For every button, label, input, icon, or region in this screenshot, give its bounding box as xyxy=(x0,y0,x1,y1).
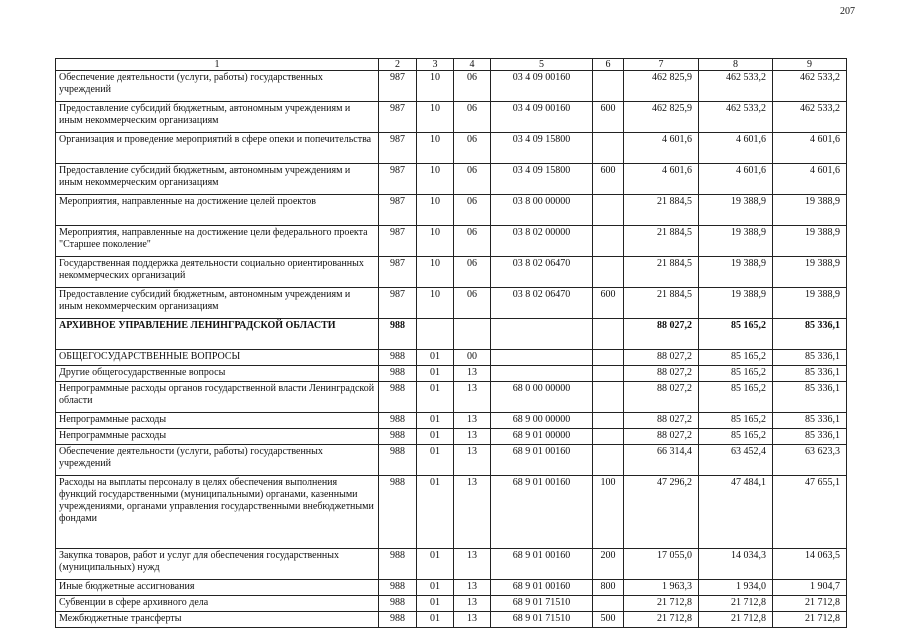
cell-amount-year3: 21 712,8 xyxy=(773,612,847,628)
cell-subsection: 06 xyxy=(454,288,491,319)
page-number: 207 xyxy=(840,6,855,17)
cell-subsection: 00 xyxy=(454,350,491,366)
header-cell: 6 xyxy=(593,59,624,71)
cell-amount-year1: 462 825,9 xyxy=(624,71,699,102)
table-row xyxy=(56,596,847,612)
cell-ministry-code: 987 xyxy=(379,133,417,164)
cell-amount-year2: 1 934,0 xyxy=(699,580,773,596)
cell-section: 01 xyxy=(417,429,454,445)
cell-subsection: 13 xyxy=(454,445,491,476)
table-row xyxy=(56,366,847,382)
header-cell: 9 xyxy=(773,59,847,71)
cell-section: 01 xyxy=(417,476,454,549)
cell-amount-year1: 21 884,5 xyxy=(624,257,699,288)
cell-amount-year1: 21 884,5 xyxy=(624,226,699,257)
cell-target-article: 68 9 00 00000 xyxy=(491,413,593,429)
cell-subsection: 13 xyxy=(454,580,491,596)
cell-amount-year2: 63 452,4 xyxy=(699,445,773,476)
cell-amount-year3: 19 388,9 xyxy=(773,288,847,319)
cell-ministry-code: 987 xyxy=(379,257,417,288)
cell-target-article: 03 8 02 06470 xyxy=(491,257,593,288)
cell-amount-year3: 1 904,7 xyxy=(773,580,847,596)
cell-target-article: 03 4 09 15800 xyxy=(491,164,593,195)
cell-ministry-code: 988 xyxy=(379,445,417,476)
cell-amount-year2: 4 601,6 xyxy=(699,164,773,195)
cell-ministry-code: 988 xyxy=(379,382,417,413)
cell-name: АРХИВНОЕ УПРАВЛЕНИЕ ЛЕНИНГРАДСКОЙ ОБЛАСТИ xyxy=(56,319,379,350)
cell-target-article: 03 4 09 15800 xyxy=(491,133,593,164)
cell-target-article: 03 8 02 00000 xyxy=(491,226,593,257)
cell-amount-year2: 85 165,2 xyxy=(699,350,773,366)
cell-subsection: 06 xyxy=(454,102,491,133)
cell-section: 10 xyxy=(417,133,454,164)
cell-expense-type xyxy=(593,226,624,257)
table-row xyxy=(56,549,847,580)
header-cell: 8 xyxy=(699,59,773,71)
cell-amount-year3: 63 623,3 xyxy=(773,445,847,476)
table-row xyxy=(56,382,847,413)
cell-expense-type xyxy=(593,413,624,429)
cell-subsection: 13 xyxy=(454,366,491,382)
cell-amount-year1: 88 027,2 xyxy=(624,366,699,382)
cell-ministry-code: 988 xyxy=(379,366,417,382)
cell-ministry-code: 988 xyxy=(379,429,417,445)
cell-target-article: 68 9 01 00160 xyxy=(491,549,593,580)
cell-subsection: 06 xyxy=(454,133,491,164)
cell-amount-year3: 462 533,2 xyxy=(773,71,847,102)
cell-section: 10 xyxy=(417,195,454,226)
cell-amount-year2: 85 165,2 xyxy=(699,366,773,382)
header-cell: 1 xyxy=(56,59,379,71)
cell-amount-year2: 19 388,9 xyxy=(699,288,773,319)
cell-expense-type xyxy=(593,257,624,288)
cell-ministry-code: 987 xyxy=(379,102,417,133)
cell-section: 01 xyxy=(417,580,454,596)
cell-amount-year3: 19 388,9 xyxy=(773,195,847,226)
cell-ministry-code: 987 xyxy=(379,288,417,319)
cell-subsection: 06 xyxy=(454,257,491,288)
cell-section: 01 xyxy=(417,549,454,580)
table-row xyxy=(56,288,847,319)
cell-amount-year3: 19 388,9 xyxy=(773,257,847,288)
cell-amount-year1: 88 027,2 xyxy=(624,319,699,350)
cell-target-article: 68 0 00 00000 xyxy=(491,382,593,413)
cell-expense-type xyxy=(593,382,624,413)
cell-amount-year1: 462 825,9 xyxy=(624,102,699,133)
cell-amount-year2: 21 712,8 xyxy=(699,596,773,612)
cell-target-article: 68 9 01 71510 xyxy=(491,612,593,628)
cell-ministry-code: 988 xyxy=(379,580,417,596)
cell-amount-year1: 88 027,2 xyxy=(624,429,699,445)
cell-amount-year1: 21 884,5 xyxy=(624,195,699,226)
cell-section: 10 xyxy=(417,164,454,195)
cell-section: 10 xyxy=(417,226,454,257)
cell-target-article: 03 8 00 00000 xyxy=(491,195,593,226)
cell-target-article: 68 9 01 71510 xyxy=(491,596,593,612)
cell-amount-year2: 19 388,9 xyxy=(699,226,773,257)
header-cell: 3 xyxy=(417,59,454,71)
cell-ministry-code: 987 xyxy=(379,195,417,226)
cell-target-article xyxy=(491,319,593,350)
cell-amount-year3: 85 336,1 xyxy=(773,366,847,382)
cell-amount-year2: 85 165,2 xyxy=(699,413,773,429)
cell-expense-type xyxy=(593,429,624,445)
cell-expense-type xyxy=(593,71,624,102)
cell-section: 01 xyxy=(417,445,454,476)
cell-amount-year3: 85 336,1 xyxy=(773,319,847,350)
cell-section: 10 xyxy=(417,71,454,102)
table-row xyxy=(56,612,847,628)
table-row xyxy=(56,257,847,288)
cell-name: Другие общегосударственные вопросы xyxy=(56,366,379,382)
cell-subsection: 13 xyxy=(454,382,491,413)
cell-amount-year3: 19 388,9 xyxy=(773,226,847,257)
cell-name: Непрограммные расходы xyxy=(56,429,379,445)
cell-expense-type: 600 xyxy=(593,288,624,319)
table-row xyxy=(56,102,847,133)
cell-section xyxy=(417,319,454,350)
cell-subsection: 06 xyxy=(454,164,491,195)
cell-amount-year1: 88 027,2 xyxy=(624,350,699,366)
cell-name: Субвенции в сфере архивного дела xyxy=(56,596,379,612)
cell-name: Государственная поддержка деятельности социально ориентированных некоммерческих организаций xyxy=(56,257,379,288)
cell-target-article: 68 9 01 00160 xyxy=(491,476,593,549)
cell-name: Закупка товаров, работ и услуг для обеспечения государственных (муниципальных) нужд xyxy=(56,549,379,580)
table-row xyxy=(56,429,847,445)
cell-amount-year2: 462 533,2 xyxy=(699,102,773,133)
cell-section: 01 xyxy=(417,612,454,628)
cell-section: 01 xyxy=(417,382,454,413)
cell-amount-year3: 85 336,1 xyxy=(773,429,847,445)
table-row xyxy=(56,133,847,164)
cell-name: Предоставление субсидий бюджетным, автономным учреждениям и иным некоммерческим организациям xyxy=(56,288,379,319)
cell-target-article: 03 4 09 00160 xyxy=(491,71,593,102)
cell-amount-year2: 19 388,9 xyxy=(699,195,773,226)
cell-amount-year2: 85 165,2 xyxy=(699,319,773,350)
cell-expense-type: 100 xyxy=(593,476,624,549)
cell-amount-year3: 85 336,1 xyxy=(773,382,847,413)
table-row xyxy=(56,226,847,257)
cell-amount-year3: 85 336,1 xyxy=(773,350,847,366)
cell-section: 01 xyxy=(417,596,454,612)
cell-name: ОБЩЕГОСУДАРСТВЕННЫЕ ВОПРОСЫ xyxy=(56,350,379,366)
cell-expense-type xyxy=(593,596,624,612)
header-cell: 5 xyxy=(491,59,593,71)
cell-ministry-code: 988 xyxy=(379,319,417,350)
cell-target-article xyxy=(491,350,593,366)
cell-subsection: 13 xyxy=(454,596,491,612)
cell-ministry-code: 988 xyxy=(379,476,417,549)
cell-expense-type xyxy=(593,195,624,226)
cell-amount-year1: 88 027,2 xyxy=(624,382,699,413)
table-row xyxy=(56,164,847,195)
cell-amount-year2: 47 484,1 xyxy=(699,476,773,549)
cell-section: 10 xyxy=(417,102,454,133)
cell-subsection: 06 xyxy=(454,195,491,226)
cell-amount-year3: 47 655,1 xyxy=(773,476,847,549)
cell-ministry-code: 987 xyxy=(379,226,417,257)
cell-subsection: 13 xyxy=(454,413,491,429)
cell-amount-year2: 14 034,3 xyxy=(699,549,773,580)
table-row xyxy=(56,195,847,226)
cell-ministry-code: 988 xyxy=(379,350,417,366)
cell-expense-type: 500 xyxy=(593,612,624,628)
cell-name: Мероприятия, направленные на достижение цели федерального проекта "Старшее поколение" xyxy=(56,226,379,257)
cell-name: Непрограммные расходы органов государственной власти Ленинградской области xyxy=(56,382,379,413)
cell-ministry-code: 988 xyxy=(379,612,417,628)
cell-amount-year2: 19 388,9 xyxy=(699,257,773,288)
cell-subsection: 13 xyxy=(454,429,491,445)
cell-amount-year3: 462 533,2 xyxy=(773,102,847,133)
cell-section: 10 xyxy=(417,257,454,288)
table-row xyxy=(56,413,847,429)
cell-subsection: 13 xyxy=(454,549,491,580)
cell-section: 01 xyxy=(417,413,454,429)
table-body xyxy=(56,71,847,628)
cell-amount-year2: 21 712,8 xyxy=(699,612,773,628)
table-row xyxy=(56,445,847,476)
cell-name: Обеспечение деятельности (услуги, работы) государственных учреждений xyxy=(56,71,379,102)
cell-name: Непрограммные расходы xyxy=(56,413,379,429)
cell-name: Предоставление субсидий бюджетным, автономным учреждениям и иным некоммерческим организациям xyxy=(56,164,379,195)
cell-name: Мероприятия, направленные на достижение целей проектов xyxy=(56,195,379,226)
cell-name: Обеспечение деятельности (услуги, работы) государственных учреждений xyxy=(56,445,379,476)
header-cell: 2 xyxy=(379,59,417,71)
table-row xyxy=(56,350,847,366)
cell-subsection: 13 xyxy=(454,476,491,549)
table-row xyxy=(56,476,847,549)
cell-expense-type xyxy=(593,133,624,164)
cell-expense-type: 600 xyxy=(593,102,624,133)
table-row xyxy=(56,580,847,596)
cell-amount-year3: 4 601,6 xyxy=(773,133,847,164)
budget-table xyxy=(55,58,847,628)
cell-ministry-code: 987 xyxy=(379,164,417,195)
cell-target-article: 03 4 09 00160 xyxy=(491,102,593,133)
cell-section: 01 xyxy=(417,366,454,382)
cell-target-article xyxy=(491,366,593,382)
cell-expense-type xyxy=(593,350,624,366)
cell-target-article: 03 8 02 06470 xyxy=(491,288,593,319)
cell-amount-year1: 21 884,5 xyxy=(624,288,699,319)
cell-amount-year1: 47 296,2 xyxy=(624,476,699,549)
cell-amount-year2: 462 533,2 xyxy=(699,71,773,102)
cell-expense-type: 800 xyxy=(593,580,624,596)
cell-section: 10 xyxy=(417,288,454,319)
cell-amount-year1: 17 055,0 xyxy=(624,549,699,580)
cell-target-article: 68 9 01 00160 xyxy=(491,445,593,476)
cell-amount-year1: 4 601,6 xyxy=(624,164,699,195)
cell-ministry-code: 988 xyxy=(379,413,417,429)
cell-amount-year3: 85 336,1 xyxy=(773,413,847,429)
cell-amount-year1: 4 601,6 xyxy=(624,133,699,164)
table-row xyxy=(56,319,847,350)
cell-subsection xyxy=(454,319,491,350)
cell-amount-year1: 1 963,3 xyxy=(624,580,699,596)
table-row xyxy=(56,71,847,102)
cell-name: Межбюджетные трансферты xyxy=(56,612,379,628)
cell-amount-year1: 21 712,8 xyxy=(624,612,699,628)
cell-amount-year1: 88 027,2 xyxy=(624,413,699,429)
cell-amount-year1: 66 314,4 xyxy=(624,445,699,476)
cell-subsection: 13 xyxy=(454,612,491,628)
cell-amount-year3: 4 601,6 xyxy=(773,164,847,195)
cell-subsection: 06 xyxy=(454,71,491,102)
header-cell: 4 xyxy=(454,59,491,71)
cell-ministry-code: 988 xyxy=(379,596,417,612)
cell-name: Расходы на выплаты персоналу в целях обеспечения выполнения функций государственными (муниципальными) органами, казенными учреждениями, органами управления государственными внебюджетными фондами xyxy=(56,476,379,549)
cell-expense-type xyxy=(593,445,624,476)
cell-expense-type: 200 xyxy=(593,549,624,580)
cell-amount-year3: 14 063,5 xyxy=(773,549,847,580)
cell-expense-type xyxy=(593,319,624,350)
cell-amount-year2: 4 601,6 xyxy=(699,133,773,164)
cell-amount-year1: 21 712,8 xyxy=(624,596,699,612)
header-cell: 7 xyxy=(624,59,699,71)
cell-target-article: 68 9 01 00160 xyxy=(491,580,593,596)
cell-name: Предоставление субсидий бюджетным, автономным учреждениям и иным некоммерческим организациям xyxy=(56,102,379,133)
cell-subsection: 06 xyxy=(454,226,491,257)
header-row xyxy=(56,59,847,71)
cell-name: Организация и проведение мероприятий в сфере опеки и попечительства xyxy=(56,133,379,164)
cell-ministry-code: 987 xyxy=(379,71,417,102)
cell-expense-type: 600 xyxy=(593,164,624,195)
cell-section: 01 xyxy=(417,350,454,366)
cell-expense-type xyxy=(593,366,624,382)
cell-amount-year2: 85 165,2 xyxy=(699,382,773,413)
cell-amount-year3: 21 712,8 xyxy=(773,596,847,612)
cell-name: Иные бюджетные ассигнования xyxy=(56,580,379,596)
cell-amount-year2: 85 165,2 xyxy=(699,429,773,445)
cell-target-article: 68 9 01 00000 xyxy=(491,429,593,445)
cell-ministry-code: 988 xyxy=(379,549,417,580)
